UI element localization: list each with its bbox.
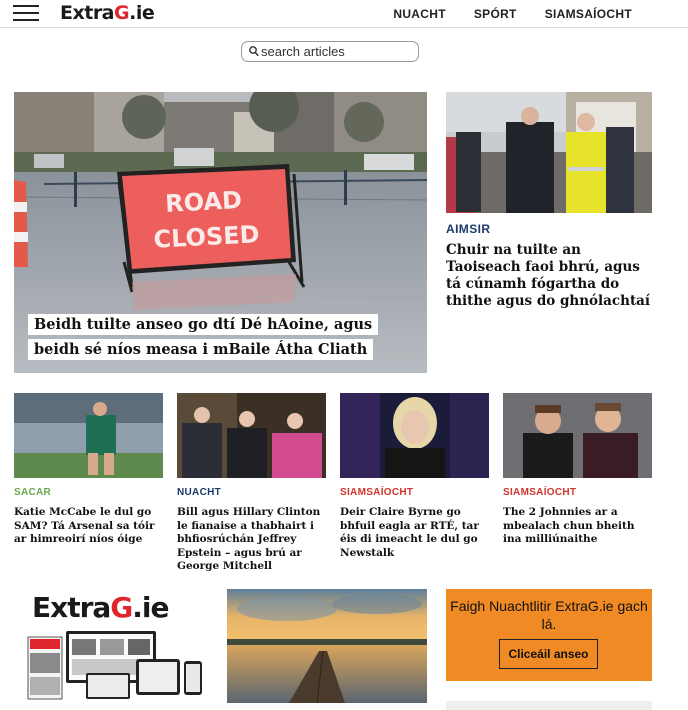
story-card-category[interactable]: SIAMSAÍOCHT: [503, 487, 577, 498]
newsletter-box: [446, 589, 652, 681]
story-card-title[interactable]: Katie McCabe le dul go SAM? Tá Arsenal sa tóir ar himreoirí níos óige: [14, 506, 155, 545]
ad-placeholder: [446, 701, 652, 710]
story-card-title[interactable]: Deir Claire Byrne go bhfuil eagla ar RTÉ, tar éis di imeacht le dul go Newstalk: [340, 506, 479, 559]
story-card-category[interactable]: NUACHT: [177, 487, 222, 498]
nav-siamsaiocht[interactable]: SIAMSAÍOCHT: [544, 7, 632, 21]
promo-logo: [32, 591, 169, 624]
story-card-title[interactable]: Bill agus Hillary Clinton le fianaise a thabhairt i bhfiosrúchán Jeffrey Epstein – agus brú ar George Mitchell: [177, 506, 321, 572]
main-nav: [393, 0, 632, 28]
newsletter-signup-button[interactable]: Cliceáil anseo: [499, 639, 598, 669]
story-card-image[interactable]: [14, 393, 163, 478]
site-logo[interactable]: [60, 2, 154, 24]
nav-sport[interactable]: SPÓRT: [473, 7, 517, 21]
nav-nuacht[interactable]: NUACHT: [393, 7, 446, 21]
story-card-category[interactable]: SIAMSAÍOCHT: [340, 487, 414, 498]
hero-caption: [28, 312, 408, 362]
story-card: [340, 393, 489, 560]
landscape-story-image[interactable]: [227, 589, 427, 703]
story-card-image[interactable]: [503, 393, 652, 478]
johnnies-photo: [503, 393, 652, 478]
top-header: [0, 0, 688, 28]
pier-sunset-photo: [227, 589, 427, 703]
story-card: [177, 393, 326, 574]
logo-suffix: .ie: [129, 2, 155, 24]
clinton-photo: [177, 393, 326, 478]
taoiseach-photo: [446, 92, 652, 213]
story-card: [503, 393, 652, 547]
sign-text-closed: CLOSED: [152, 220, 261, 254]
side-story-category[interactable]: AIMSIR: [446, 222, 491, 236]
story-card-image[interactable]: [340, 393, 489, 478]
football-photo: [14, 393, 163, 478]
hero-title[interactable]: Beidh tuilte anseo go dtí Dé hAoine, agus beidh sé níos measa i mBaile Átha Cliath: [28, 314, 378, 360]
side-story-image[interactable]: [446, 92, 652, 213]
search-box: [241, 41, 419, 62]
story-card-title[interactable]: The 2 Johnnies ar a mbealach chun bheith ina milliúnaithe: [503, 506, 635, 545]
story-card-image[interactable]: [177, 393, 326, 478]
logo-text: ExtraG: [60, 2, 130, 24]
newsletter-text: Faigh Nuachtlitir ExtraG.ie gach lá.: [450, 598, 648, 632]
menu-icon[interactable]: [13, 5, 39, 21]
promo-logo-suffix: .ie: [132, 591, 169, 624]
search-icon: [249, 46, 259, 57]
promo-logo-text: ExtraG: [32, 591, 133, 624]
claire-byrne-photo: [340, 393, 489, 478]
story-card: [14, 393, 163, 547]
search-input[interactable]: [261, 43, 411, 60]
hero-story[interactable]: [14, 92, 427, 373]
story-card-category[interactable]: SACAR: [14, 487, 52, 498]
promo-banner[interactable]: [26, 589, 206, 701]
devices-illustration: [26, 629, 206, 701]
sign-text-road: ROAD: [164, 186, 243, 218]
side-story-title[interactable]: Chuir na tuilte an Taoiseach faoi bhrú, agus tá cúnamh fógartha do thithe agus do ghnólachtaí: [446, 242, 651, 309]
